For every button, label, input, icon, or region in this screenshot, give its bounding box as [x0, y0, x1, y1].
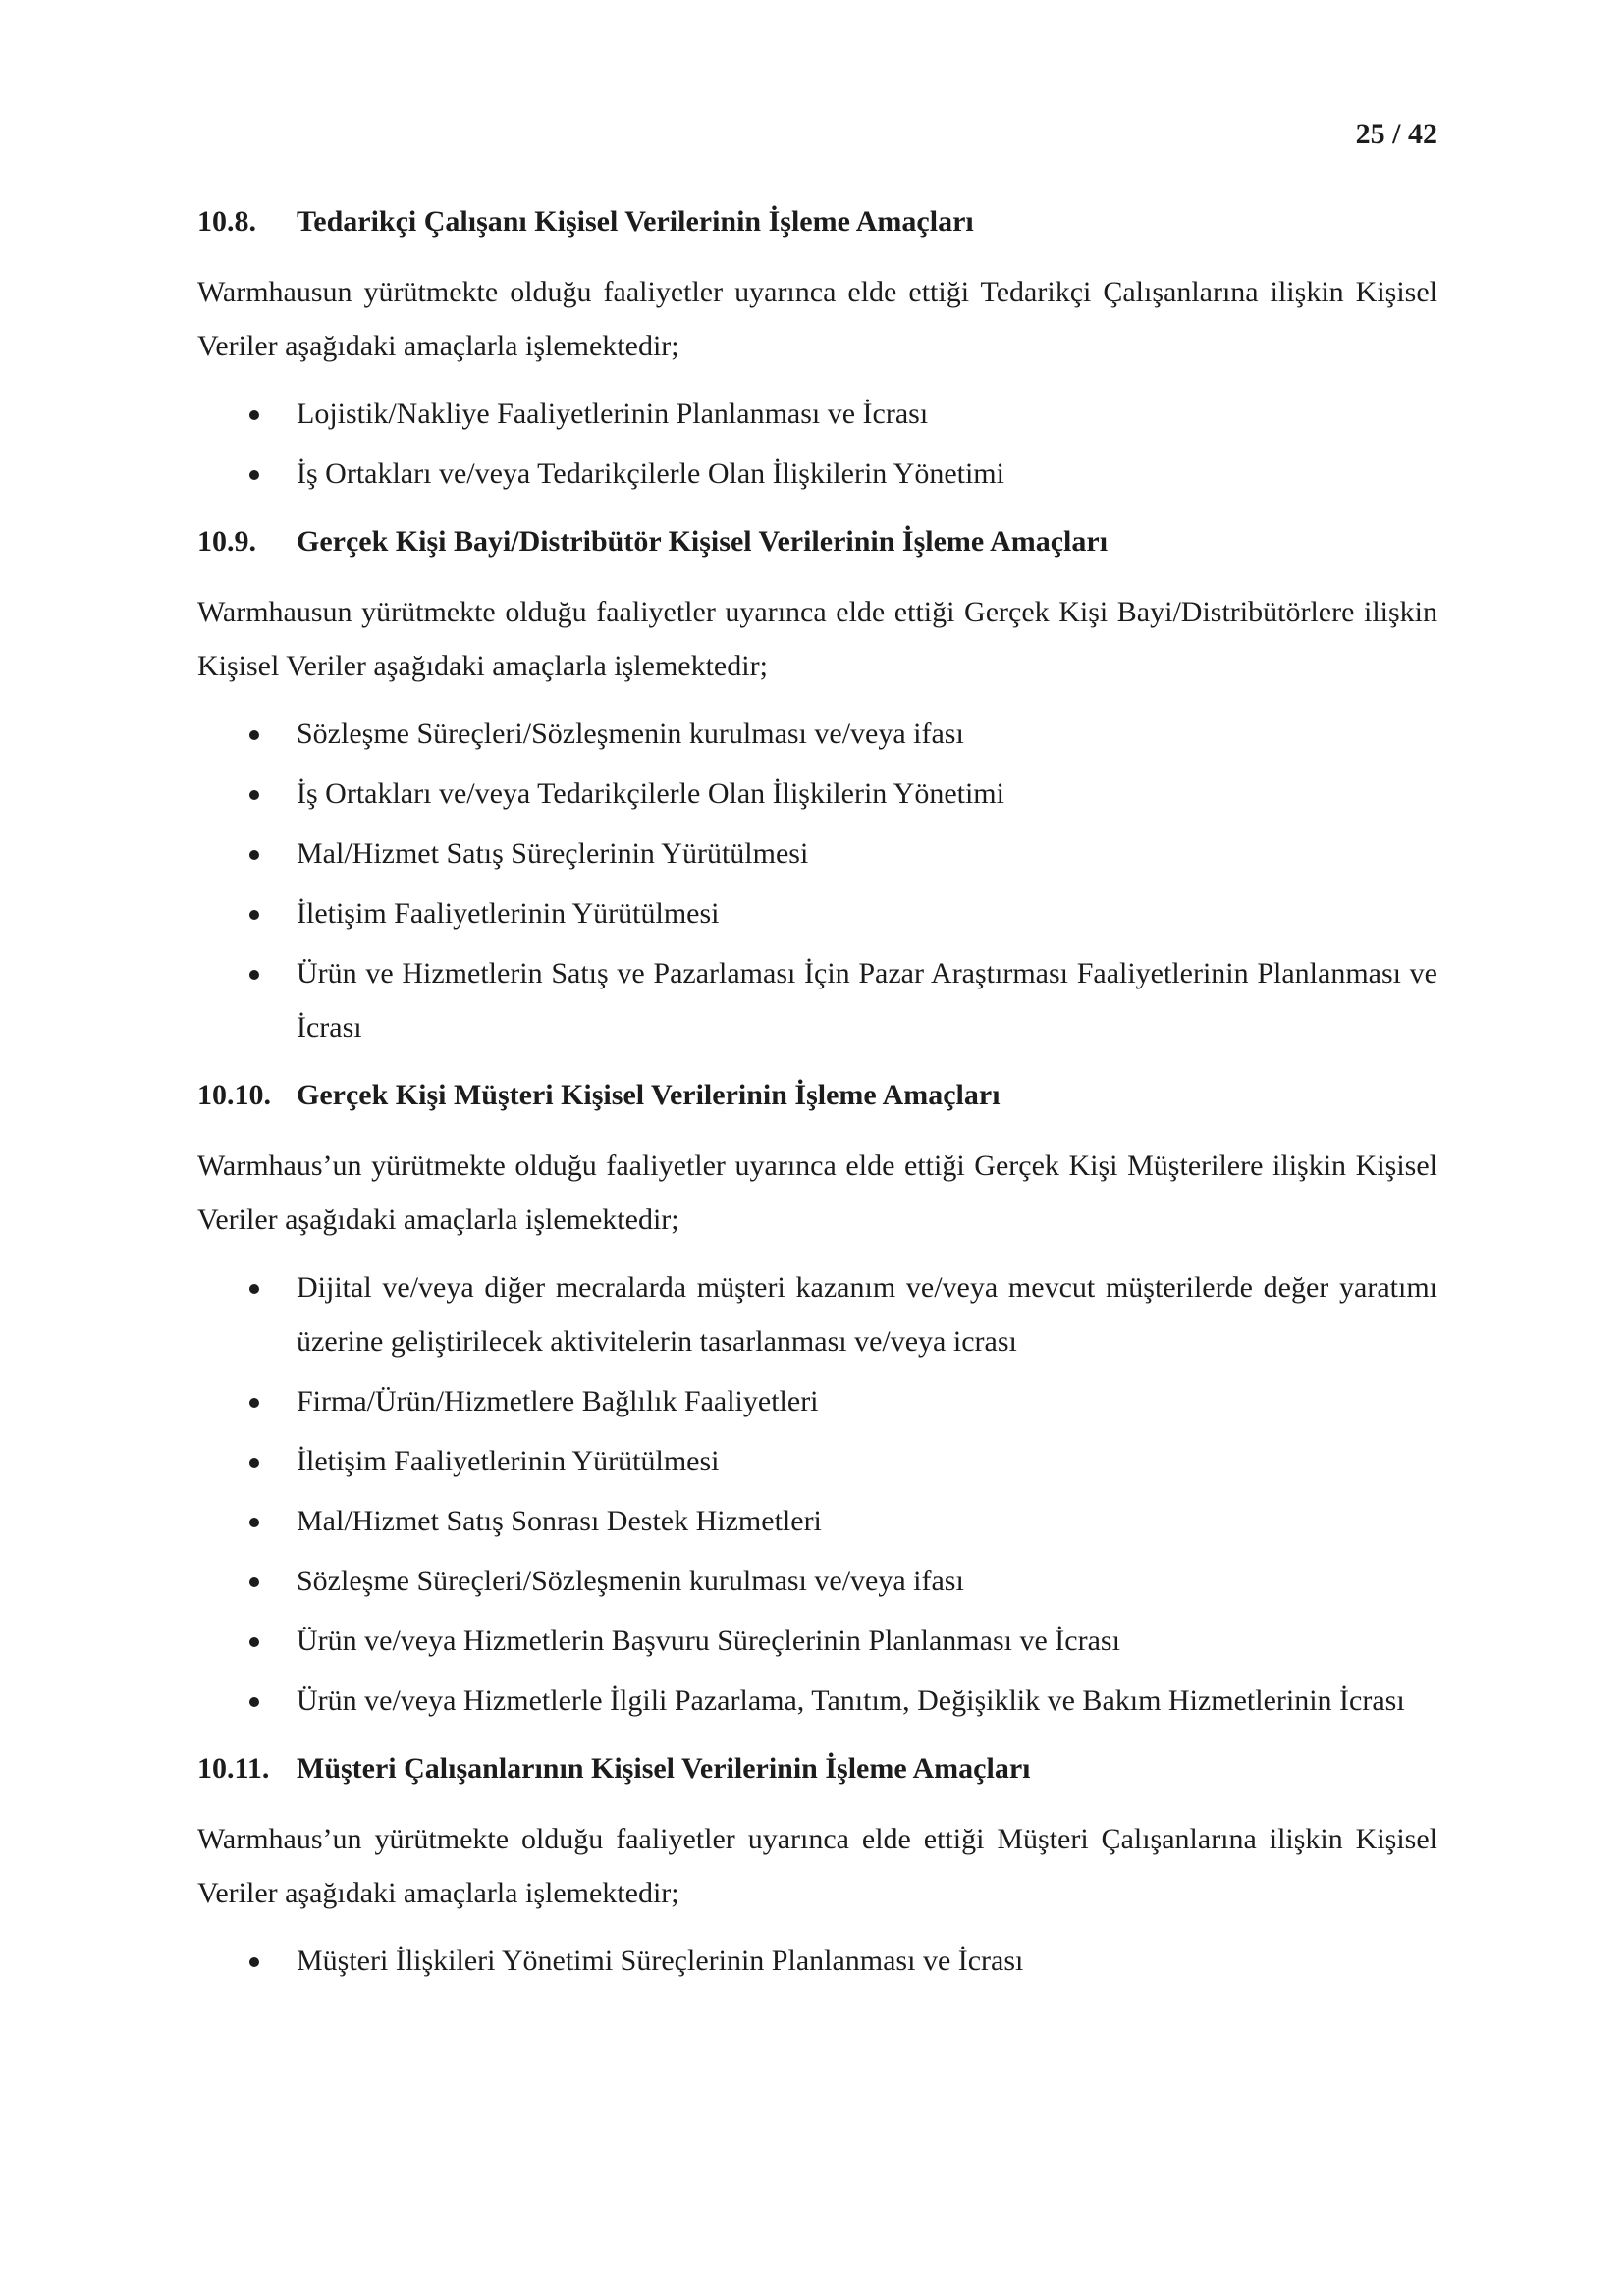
bullet-icon [249, 1458, 259, 1468]
list-item: İletişim Faaliyetlerinin Yürütülmesi [197, 1434, 1437, 1488]
list-item: İletişim Faaliyetlerinin Yürütülmesi [197, 886, 1437, 940]
bullet-icon [249, 850, 259, 860]
bullet-icon [249, 730, 259, 740]
bullet-icon [249, 1577, 259, 1587]
list-item: Ürün ve/veya Hizmetlerin Başvuru Süreçlerinin Planlanması ve İcrası [197, 1614, 1437, 1668]
list-item: Dijital ve/veya diğer mecralarda müşteri kazanım ve/veya mevcut müşterilerde değer yaratımı üzerine geliştirilecek aktivitelerin tasarlanması ve/veya icrası [197, 1260, 1437, 1368]
list-item: Müşteri İlişkileri Yönetimi Süreçlerinin Planlanması ve İcrası [197, 1934, 1437, 1988]
section-title: Tedarikçi Çalışanı Kişisel Verilerinin İşleme Amaçları [297, 205, 974, 238]
list-item: Lojistik/Nakliye Faaliyetlerinin Planlanması ve İcrası [197, 387, 1437, 441]
page-number: 25 / 42 [1355, 118, 1437, 150]
list-item: Ürün ve/veya Hizmetlerle İlgili Pazarlama, Tanıtım, Değişiklik ve Bakım Hizmetlerinin İcrası [197, 1674, 1437, 1728]
section-10-8 [197, 192, 1437, 501]
section-10-9 [197, 512, 1437, 1054]
bullet-list [197, 707, 1437, 1054]
bullet-list [197, 387, 1437, 501]
section-intro: Warmhaus’un yürütmekte olduğu faaliyetler uyarınca elde ettiği Gerçek Kişi Müşterilere ilişkin Kişisel Veriler aşağıdaki amaçlarla işlemektedir; [197, 1149, 1437, 1236]
bullet-list [197, 1934, 1437, 1988]
section-number: 10.8. [197, 205, 256, 238]
list-item: Sözleşme Süreçleri/Sözleşmenin kurulması ve/veya ifası [197, 1554, 1437, 1608]
document-body [197, 192, 1437, 2000]
list-item: Mal/Hizmet Satış Sonrası Destek Hizmetleri [197, 1494, 1437, 1548]
bullet-icon [249, 1398, 259, 1408]
bullet-icon [249, 410, 259, 420]
list-item: İş Ortakları ve/veya Tedarikçilerle Olan İlişkilerin Yönetimi [197, 447, 1437, 501]
section-title: Gerçek Kişi Müşteri Kişisel Verilerinin İşleme Amaçları [297, 1079, 1001, 1111]
bullet-icon [249, 910, 259, 920]
bullet-icon [249, 1518, 259, 1527]
bullet-icon [249, 1284, 259, 1294]
bullet-icon [249, 790, 259, 800]
bullet-list [197, 1260, 1437, 1728]
bullet-icon [249, 1957, 259, 1967]
section-heading [197, 1066, 1437, 1125]
bullet-icon [249, 1697, 259, 1707]
section-heading [197, 512, 1437, 571]
section-number: 10.10. [197, 1079, 271, 1111]
section-10-10 [197, 1066, 1437, 1728]
section-intro: Warmhaus’un yürütmekte olduğu faaliyetler uyarınca elde ettiği Müşteri Çalışanlarına ilişkin Kişisel Veriler aşağıdaki amaçlarla işlemektedir; [197, 1823, 1437, 1909]
section-title: Müşteri Çalışanlarının Kişisel Verilerinin İşleme Amaçları [297, 1752, 1031, 1785]
list-item: Ürün ve Hizmetlerin Satış ve Pazarlaması İçin Pazar Araştırması Faaliyetlerinin Planlanması ve İcrası [197, 946, 1437, 1054]
list-item: Sözleşme Süreçleri/Sözleşmenin kurulması ve/veya ifası [197, 707, 1437, 761]
section-intro: Warmhausun yürütmekte olduğu faaliyetler uyarınca elde ettiği Tedarikçi Çalışanlarına ilişkin Kişisel Veriler aşağıdaki amaçlarla işlemektedir; [197, 276, 1437, 362]
list-item: Firma/Ürün/Hizmetlere Bağlılık Faaliyetleri [197, 1374, 1437, 1428]
bullet-icon [249, 470, 259, 480]
list-item: İş Ortakları ve/veya Tedarikçilerle Olan İlişkilerin Yönetimi [197, 767, 1437, 821]
bullet-icon [249, 970, 259, 980]
section-number: 10.11. [197, 1752, 270, 1785]
bullet-icon [249, 1637, 259, 1647]
section-heading [197, 192, 1437, 251]
section-heading [197, 1739, 1437, 1798]
section-10-11 [197, 1739, 1437, 1988]
section-title: Gerçek Kişi Bayi/Distribütör Kişisel Verilerinin İşleme Amaçları [297, 525, 1109, 558]
section-number: 10.9. [197, 525, 256, 558]
list-item: Mal/Hizmet Satış Süreçlerinin Yürütülmesi [197, 827, 1437, 881]
section-intro: Warmhausun yürütmekte olduğu faaliyetler uyarınca elde ettiği Gerçek Kişi Bayi/Distribütörlere ilişkin Kişisel Veriler aşağıdaki amaçlarla işlemektedir; [197, 596, 1437, 682]
